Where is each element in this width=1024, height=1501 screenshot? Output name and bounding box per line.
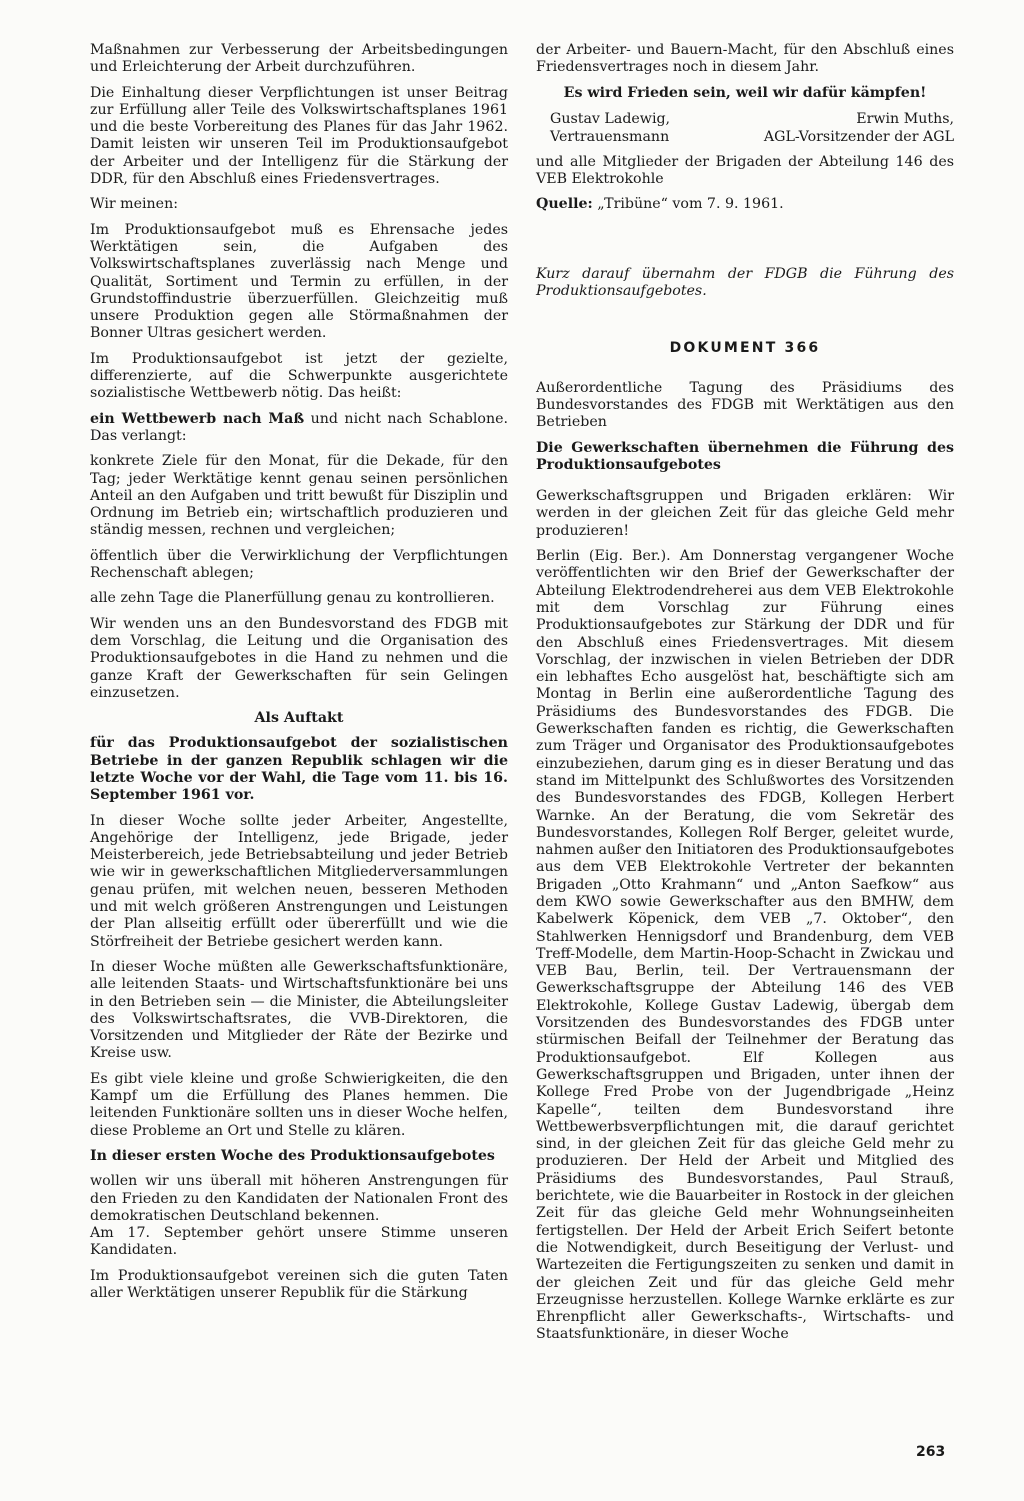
paragraph: öffentlich über die Verwirklichung der Verpflichtungen Rechenschaft ablegen; [90,547,508,582]
paragraph: alle zehn Tage die Planerfüllung genau zu kontrollieren. [90,590,495,607]
article-headline: Die Gewerkschaften übernehmen die Führung des Produktionsaufgebotes [536,439,954,473]
paragraph: Im Produktionsaufgebot vereinen sich die guten Taten aller Werktätigen unserer Republik für die Stärkung [90,1267,508,1301]
section-heading: In dieser ersten Woche des Produktionsaufgebotes [90,1147,495,1164]
paragraph: Am 17. September gehört unsere Stimme unseren Kandidaten. [90,1225,508,1259]
signer-name: Erwin Muths, [856,110,954,127]
page-number: 263 [916,1444,946,1460]
left-column [90,42,508,1310]
paragraph: Im Produktionsaufgebot ist jetzt der gezielte, differenzierte, auf die Schwerpunkte ausgerichtete sozialistische Wettbewerb nötig. Das heißt: [90,350,508,402]
paragraph: Außerordentliche Tagung des Präsidiums des Bundesvorstandes des FDGB mit Werktätigen aus den Betrieben [536,379,954,431]
paragraph: konkrete Ziele für den Monat, für die Dekade, für den Tag; jeder Werktätige kennt genau seinen persönlichen Anteil an den Aufgaben und tritt bewußt für Disziplin und Ordnung im Betrieb ein; wirtschaftlich produzieren und ständig messen, rechnen und vergleichen; [90,453,508,539]
paragraph: In dieser Woche müßten alle Gewerkschaftsfunktionäre, alle leitenden Staats- und Wirtschaftsfunktionäre bei uns in den Betrieben sein — die Minister, die Abteilungsleiter des Volkswirtschaftsrates, die VVB-Direktoren, die Vorsitzenden und Mitglieder der Räte der Bezirke und Kreise usw. [90,958,508,1062]
motto: Es wird Frieden sein, weil wir dafür kämpfen! [563,84,927,101]
signer-name: Gustav Ladewig, [550,110,671,127]
signature-right [764,110,954,146]
paragraph: Berlin (Eig. Ber.). Am Donnerstag vergangener Woche veröffentlichten wir den Brief der Gewerkschafter der Abteilung Elektrodendreherei aus dem VEB Elektrokohle mit dem Vorschlag zur Führung eines Produktionsaufgebotes zur Stärkung der DDR und für den Abschluß eines Friedensvertrages. Mit diesem Vorschlag, der inzwischen in vielen Betrieben der DDR ein lebhaftes Echo ausgelöst hat, beschäftigte sich am Montag in Berlin eine außerordentliche Tagung des Präsidiums des Bundesvorstandes des FDGB. Die Gewerkschaften fanden es richtig, die Gewerkschaften zum Träger und Organisator des Produktionsaufgebotes einzubeziehen, darum ging es in dieser Beratung und das stand im Mittelpunkt des Schlußwortes des Vorsitzenden des Bundesvorstandes des FDGB, Kollegen Herbert Warnke. An der Beratung, die vom Sekretär des Bundesvorstandes, Kollegen Rolf Berger, geleitet wurde, nahmen außer den Initiatoren des Produktionsaufgebotes aus dem VEB Elektrokohle Vertreter der bekannten Brigaden „Otto Krahmann“ und „Anton Saefkow“ aus dem KWO sowie Gewerkschafter aus den BMHW, dem Kabelwerk Köpenick, dem VEB „7. Oktober“, den Stahlwerken Hennigsdorf und Brandenburg, dem VEB Treff-Modelle, dem Martin-Hoop-Schacht in Zwickau und VEB Bau, Berlin, teil. Der Vertrauensmann der Gewerkschaftsgruppe der Abteilung 146 des VEB Elektrokohle, Kollege Gustav Ladewig, übergab dem Vorsitzenden des Bundesvorstandes des FDGB unter stürmischen Beifall der Teilnehmer der Beratung das Produktionsaufgebot. Elf Kollegen aus Gewerkschaftsgruppen und Brigaden, unter ihnen der Kollege Fred Probe von der Jugendbrigade „Heinz Kapelle“, teilten dem Bundesvorstand ihre Wettbewerbsverpflichtungen mit, die darauf gerichtet sind, in der gleichen Zeit für das gleiche Geld mehr zu produzieren. Der Held der Arbeit und Mitglied des Präsidiums des Bundesvorstandes, Paul Strauß, berichtete, wie die Bauarbeiter in Rostock in der gleichen Zeit für das gleiche Geld mehr Wohnungseinheiten fertigstellen. Der Held der Arbeit Erich Seifert betonte die Notwendigkeit, durch Beseitigung der Verlust- und Wartezeiten die Fertigungszeiten zu senken und damit in der gleichen Zeit und für das gleiche Geld mehr Erzeugnisse herzustellen. Kollege Warnke erklärte es zur Ehrenpflicht aller Gewerkschafts-, Wirtschafts- und Staatsfunktionäre, in dieser Woche [536,548,954,1343]
signer-role: Vertrauensmann [550,128,670,145]
section-heading: Als Auftakt [254,710,344,727]
paragraph: und alle Mitglieder der Brigaden der Abteilung 146 des VEB Elektrokohle [536,153,954,188]
source-line [536,196,954,213]
paragraph [90,411,508,446]
bold-phrase: ein Wettbewerb nach Maß [90,410,305,427]
paragraph: wollen wir uns überall mit höheren Anstrengungen für den Frieden zu den Kandidaten der Nationalen Front des demokratischen Deutschland bekennen. [90,1173,508,1224]
paragraph: Gewerkschaftsgruppen und Brigaden erklären: Wir werden in der gleichen Zeit für das gleiche Geld mehr produzieren! [536,488,954,539]
paragraph: Maßnahmen zur Verbesserung der Arbeitsbedingungen und Erleichterung der Arbeit durchzuführen. [90,42,508,76]
signature-left [550,110,670,146]
paragraph: der Arbeiter- und Bauern-Macht, für den Abschluß eines Friedensvertrages noch in diesem Jahr. [536,42,954,76]
paragraph: Wir meinen: [90,196,178,213]
paragraph: In dieser Woche sollte jeder Arbeiter, Angestellte, Angehörige der Intelligenz, jede Brigade, jeder Meisterbereich, jede Betriebsabteilung und jeder Betrieb wie wir in gewerkschaftlichen Mitgliederversammlungen genau prüfen, mit welchen neuen, besseren Methoden und mit welch größeren Anstrengungen und Leistungen der Plan allseitig erfüllt oder übererfüllt und wie die Störfreiheit der Betriebe gesichert werden kann. [90,812,508,950]
italic-note: Kurz darauf übernahm der FDGB die Führung des Produktionsaufgebotes. [536,265,954,300]
paragraph: Es gibt viele kleine und große Schwierigkeiten, die den Kampf um die Erfüllung des Planes hemmen. Die leitenden Funktionäre sollten uns in dieser Woche helfen, diese Probleme an Ort und Stelle zu klären. [90,1070,508,1139]
paragraph: Die Einhaltung dieser Verpflichtungen ist unser Beitrag zur Erfüllung aller Teile des Volkswirtschaftsplanes 1961 und die beste Vorbereitung des Planes für das Jahr 1962. Damit leisten wir unseren Teil im Produktionsaufgebot der Arbeiter und der Intelligenz für die Stärkung der DDR, für den Abschluß eines Friedensvertrages. [90,84,508,188]
source-text: „Tribüne“ vom 7. 9. 1961. [592,196,784,213]
bold-paragraph: für das Produktionsaufgebot der sozialistischen Betriebe in der ganzen Republik schlagen wir die letzte Woche vor der Wahl, die Tage vom 11. bis 16. September 1961 vor. [90,735,508,804]
paragraph: Wir wenden uns an den Bundesvorstand des FDGB mit dem Vorschlag, die Leitung und die Organisation des Produktionsaufgebotes in die Hand zu nehmen und die ganze Kraft der Gewerkschaften für sein Gelingen einzusetzen. [90,615,508,701]
signer-role: AGL-Vorsitzender der AGL [763,128,954,145]
paragraph: Im Produktionsaufgebot muß es Ehrensache jedes Werktätigen sein, die Aufgaben des Volkswirtschaftsplanes zuverlässig nach Menge und Qualität, Sortiment und Termin zu erfüllen, in der Grundstoffindustrie überzuerfüllen. Gleichzeitig muß unsere Produktion gegen alle Störmaßnahmen der Bonner Ultras gesichert werden. [90,221,508,342]
source-label: Quelle: [536,196,593,213]
document-heading: DOKUMENT 366 [669,340,821,357]
right-column [536,42,954,1352]
text-run: und nicht nach Schablone. Das verlangt: [90,410,509,444]
signature-block [550,110,954,146]
